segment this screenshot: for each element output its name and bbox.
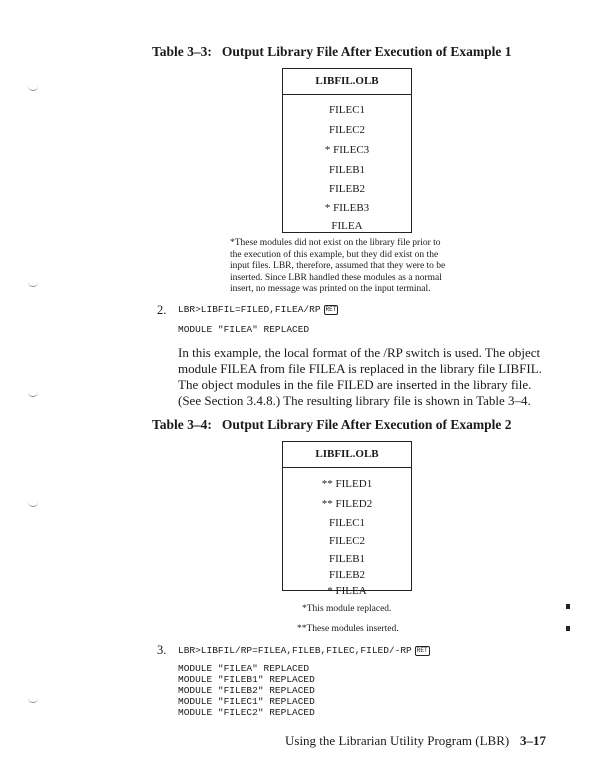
library-table-2: [282, 441, 412, 597]
scan-mark: [28, 698, 38, 703]
table1-header: LIBFIL.OLB: [283, 69, 411, 95]
paragraph-line: (See Section 3.4.8.) The resulting library file is shown in Table 3–4.: [178, 393, 531, 408]
table1-row: * FILEB3: [324, 202, 370, 214]
table2-row: FILEB2: [328, 569, 366, 581]
footnote-line: input files. LBR, therefore, assumed that they were to be: [230, 261, 446, 271]
output-line: MODULE "FILEA" REPLACED: [178, 663, 310, 674]
paragraph-line: The object modules in the file FILED are inserted in the library file.: [178, 377, 532, 392]
table1-label: Table 3–3:: [152, 44, 212, 59]
table2-header: LIBFIL.OLB: [283, 442, 411, 468]
step-3-command: LBR>LIBFIL/RP=FILEA,FILEB,FILEC,FILED/-RP: [178, 645, 412, 656]
step-2-command: LBR>LIBFIL=FILED,FILEA/RP: [178, 304, 321, 315]
footnote-line: insert, no message was printed on the input terminal.: [230, 284, 431, 294]
step-2-paragraph: [178, 345, 542, 409]
table1-title: Output Library File After Execution of Example 1: [221, 44, 512, 59]
step-3-command-line: [178, 645, 430, 656]
library-table-1: [282, 68, 412, 233]
table2-label: Table 3–4:: [152, 417, 212, 432]
output-line: MODULE "FILEB1" REPLACED: [178, 674, 315, 685]
footnote-line: *These modules did not exist on the library file prior to: [230, 238, 441, 248]
scan-mark: [28, 392, 38, 397]
table1-row: FILEB1: [328, 164, 366, 176]
table1-row: FILEC2: [328, 124, 366, 136]
table1-row: FILEA: [331, 220, 363, 232]
step-3-number: 3.: [157, 643, 167, 657]
step-3-output: [178, 663, 315, 718]
table2-title: Output Library File After Execution of Example 2: [221, 417, 512, 432]
step-2-output: MODULE "FILEA" REPLACED: [178, 324, 310, 335]
return-key-icon: RET: [325, 306, 337, 313]
table2-caption: [152, 417, 512, 433]
output-line: MODULE "FILEC2" REPLACED: [178, 707, 315, 718]
scan-mark: [28, 282, 38, 287]
paragraph-line: In this example, the local format of the /RP switch is used. The object: [178, 345, 541, 360]
output-line: MODULE "FILEB2" REPLACED: [178, 685, 315, 696]
table2-footnote-2: **These modules inserted.: [297, 624, 399, 634]
table2-row: * FILEA: [327, 585, 367, 597]
return-key-icon: RET: [416, 647, 428, 654]
page-footer-title: Using the Librarian Utility Program (LBR): [285, 733, 510, 748]
page-number: 3–17: [520, 733, 546, 748]
output-line: MODULE "FILEC1" REPLACED: [178, 696, 315, 707]
table1-row: * FILEC3: [324, 144, 370, 156]
paragraph-line: module FILEA from file FILEA is replaced in the library file LIBFIL.: [178, 361, 542, 376]
step-2-number: 2.: [157, 303, 167, 317]
table2-row: FILEB1: [328, 553, 366, 565]
footnote-line: the execution of this example, but they did exist on the: [230, 249, 439, 260]
step-2-command-line: [178, 304, 338, 315]
table2-row: ** FILED1: [321, 478, 373, 490]
table2-row: FILEC2: [328, 535, 366, 547]
scan-mark: [28, 86, 38, 91]
footnote-line: inserted. Since LBR handled these modules as a normal: [230, 272, 442, 283]
table1-row: FILEC1: [328, 104, 366, 116]
scan-mark: [28, 502, 38, 507]
table1-footnote: [230, 238, 445, 296]
table2-footnote-1: *This module replaced.: [302, 604, 392, 614]
table1-caption: [152, 44, 512, 60]
table2-row: FILEC1: [328, 517, 366, 529]
change-bar-mark: [566, 626, 570, 631]
table1-row: FILEB2: [328, 183, 366, 195]
table2-row: ** FILED2: [321, 498, 373, 510]
change-bar-mark: [566, 604, 570, 609]
